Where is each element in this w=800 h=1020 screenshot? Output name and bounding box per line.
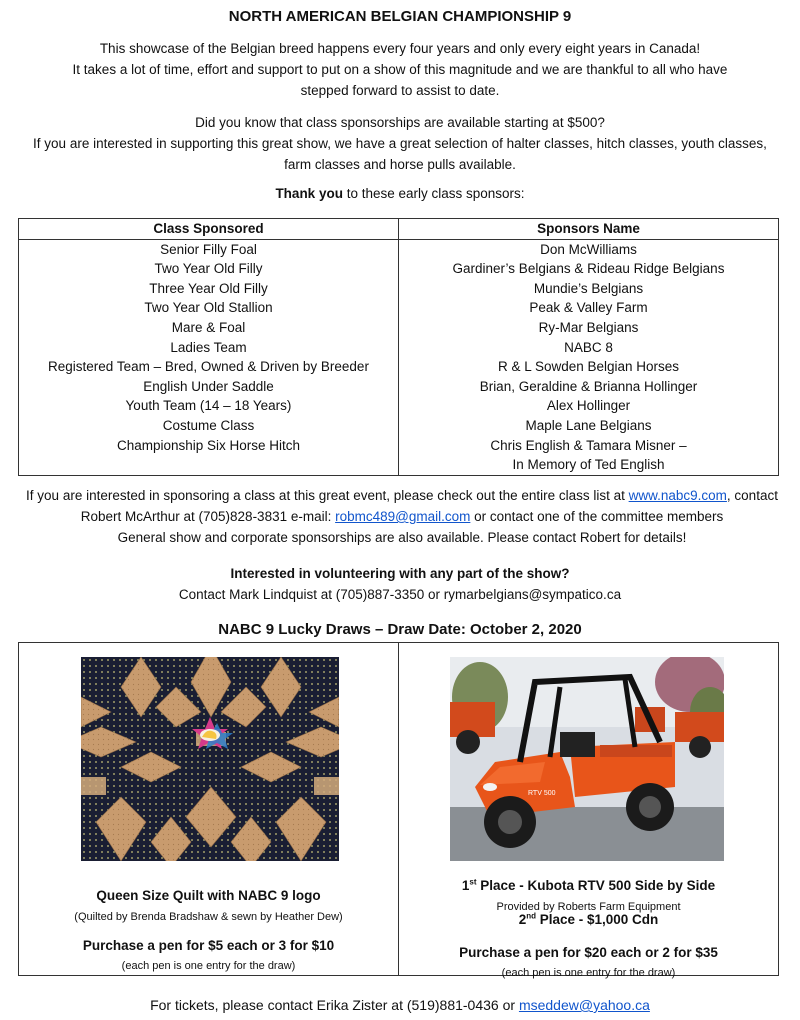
kubota-second-place: 2nd Place - $1,000 Cdn xyxy=(518,911,659,927)
sponsor-info-text-1: If you are interested in sponsoring a class at this great event, please check out the entire class list at xyxy=(26,488,629,503)
volunteer-contact: Contact Mark Lindquist at (705)887-3350 or rymarbelgians@sympatico.ca xyxy=(178,587,622,602)
class-cell: Youth Team (14 – 18 Years) xyxy=(19,396,399,416)
sponsorship-line-2: If you are interested in supporting this great show, we have a great selection of halter classes, hitch classes, youth classes, farm classes and horse pulls available. xyxy=(33,136,767,172)
kubota-note: (each pen is one entry for the draw) xyxy=(501,967,676,979)
quilt-title: Queen Size Quilt with NABC 9 logo xyxy=(96,888,321,903)
class-cell: Two Year Old Stallion xyxy=(19,298,399,318)
sponsor-cell: R & L Sowden Belgian Horses xyxy=(399,357,779,377)
table-row xyxy=(19,377,779,397)
sponsor-cell: Brian, Geraldine & Brianna Hollinger xyxy=(399,377,779,397)
intro-paragraph xyxy=(20,38,780,101)
quilt-illustration xyxy=(81,657,339,861)
table-row xyxy=(19,259,779,279)
tickets-contact-footer xyxy=(0,997,800,1013)
kubota-first-place: 1st Place - Kubota RTV 500 Side by Side xyxy=(461,877,716,893)
sponsor-cell: Don McWilliams xyxy=(399,239,779,259)
prize-box-kubota xyxy=(398,642,779,979)
quilt-credit: (Quilted by Brenda Bradshaw & sewn by Heather Dew) xyxy=(74,911,343,923)
thanks-bold: Thank you xyxy=(275,186,343,201)
kubota-image xyxy=(450,657,724,861)
quilt-price: Purchase a pen for $5 each or 3 for $10 xyxy=(82,938,335,953)
thanks-line xyxy=(20,183,780,204)
sponsor-cell: Ry-Mar Belgians xyxy=(399,318,779,338)
sponsor-cell: Peak & Valley Farm xyxy=(399,298,779,318)
class-cell: Senior Filly Foal xyxy=(19,239,399,259)
class-cell: Championship Six Horse Hitch xyxy=(19,436,399,476)
thanks-rest: to these early class sponsors: xyxy=(342,186,525,201)
footer-text: For tickets, please contact Erika Zister at (519)881-0436 or xyxy=(150,997,519,1013)
sponsor-info-line-2: General show and corporate sponsorships are also available. Please contact Robert for details! xyxy=(117,530,687,545)
sponsors-table-body xyxy=(19,239,779,475)
robert-email-link[interactable]: robmc489@gmail.com xyxy=(335,509,471,524)
table-row xyxy=(19,298,779,318)
class-cell: Ladies Team xyxy=(19,338,399,358)
table-header-row xyxy=(19,219,779,240)
table-row xyxy=(19,357,779,377)
sponsor-line-1: Chris English & Tamara Misner – xyxy=(490,437,687,453)
kubota-provided-by: Provided by Roberts Farm Equipment xyxy=(496,901,681,913)
table-row xyxy=(19,279,779,299)
sponsor-cell: Maple Lane Belgians xyxy=(399,416,779,436)
quilt-note: (each pen is one entry for the draw) xyxy=(121,960,296,972)
prize-box-quilt xyxy=(18,642,399,976)
sponsor-info-paragraph xyxy=(22,485,782,548)
class-cell: Registered Team – Bred, Owned & Driven by Breeder xyxy=(19,357,399,377)
class-cell: Two Year Old Filly xyxy=(19,259,399,279)
intro-line-1: This showcase of the Belgian breed happens every four years and only every eight years in Canada! xyxy=(99,41,701,56)
sponsorship-line-1: Did you know that class sponsorships are available starting at $500? xyxy=(195,115,605,130)
sponsor-info-text-2: , contact Robert McArthur at (705)828-3831 e-mail: xyxy=(80,488,778,524)
sponsor-cell: NABC 8 xyxy=(399,338,779,358)
sponsor-cell: Mundie’s Belgians xyxy=(399,279,779,299)
table-row xyxy=(19,318,779,338)
sponsor-info-text-3: or contact one of the committee members xyxy=(470,509,724,524)
sponsor-cell: Gardiner’s Belgians & Rideau Ridge Belgians xyxy=(399,259,779,279)
nabc9-website-link[interactable]: www.nabc9.com xyxy=(628,488,727,503)
vehicle-badge: RTV 500 xyxy=(528,790,556,797)
volunteer-section xyxy=(20,563,780,605)
lucky-draws-title: NABC 9 Lucky Draws – Draw Date: October 2, 2020 xyxy=(218,621,582,638)
column-header-class: Class Sponsored xyxy=(19,219,399,240)
table-row xyxy=(19,436,779,476)
table-row xyxy=(19,338,779,358)
table-row xyxy=(19,239,779,259)
kubota-price: Purchase a pen for $20 each or 2 for $35 xyxy=(459,945,718,960)
class-cell: Three Year Old Filly xyxy=(19,279,399,299)
class-cell: Costume Class xyxy=(19,416,399,436)
volunteer-heading: Interested in volunteering with any part of the show? xyxy=(230,566,570,581)
page-title: NORTH AMERICAN BELGIAN CHAMPIONSHIP 9 xyxy=(228,8,572,25)
kubota-illustration xyxy=(450,657,724,861)
table-row xyxy=(19,416,779,436)
sponsor-cell: Alex Hollinger xyxy=(399,396,779,416)
table-row xyxy=(19,396,779,416)
sponsor-line-2: In Memory of Ted English xyxy=(512,457,665,473)
column-header-sponsor: Sponsors Name xyxy=(399,219,779,240)
intro-line-2: It takes a lot of time, effort and support to put on a show of this magnitude and we are thankful to all who have stepped forward to assist to date. xyxy=(72,62,728,98)
sponsors-table xyxy=(18,218,779,476)
sponsor-cell xyxy=(399,436,779,476)
class-cell: Mare & Foal xyxy=(19,318,399,338)
sponsor-info-line-1 xyxy=(22,485,782,527)
quilt-image xyxy=(81,657,339,861)
footer-email-link[interactable]: mseddew@yahoo.ca xyxy=(518,997,650,1013)
class-cell: English Under Saddle xyxy=(19,377,399,397)
sponsorship-paragraph xyxy=(20,112,780,175)
